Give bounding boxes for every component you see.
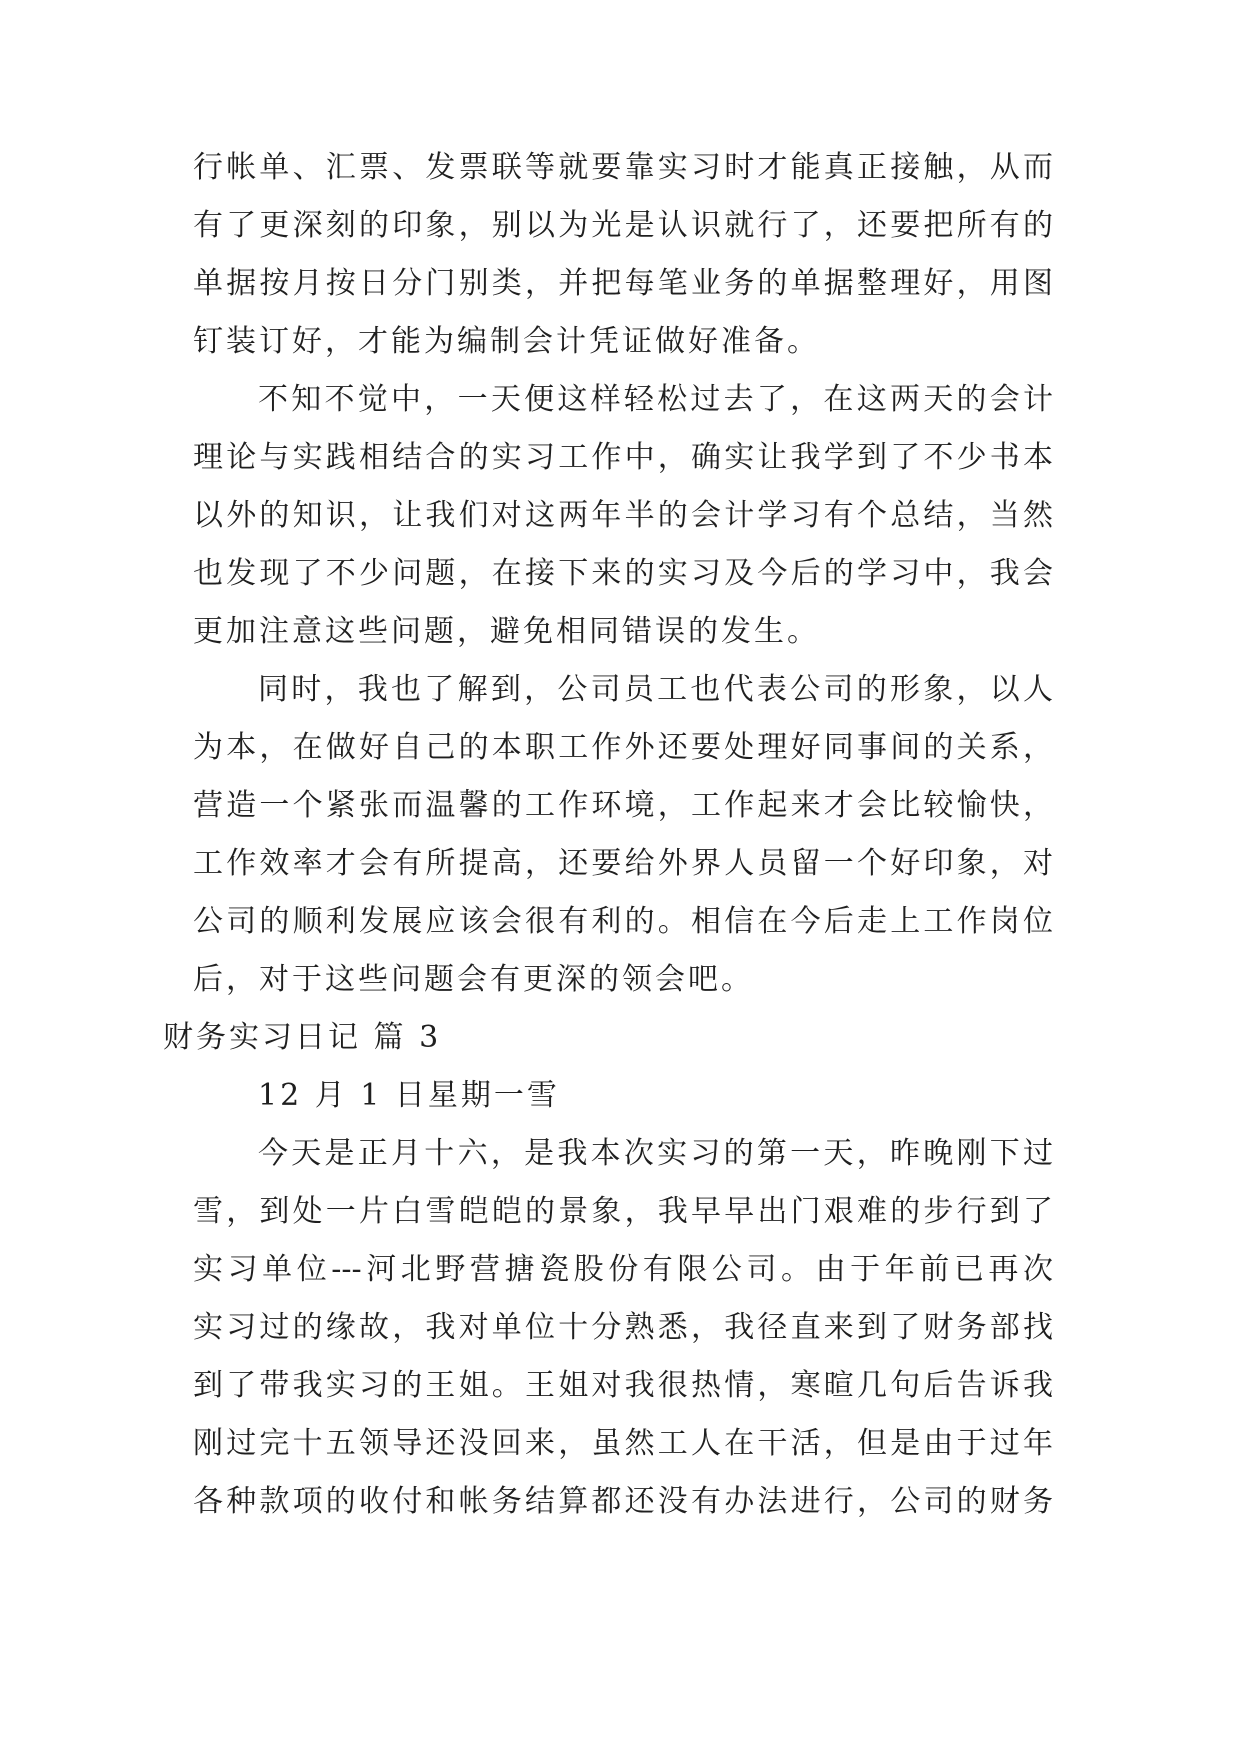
paragraph-4-line-4: 实习过的缘故，我对单位十分熟悉，我径直来到了财务部找 — [193, 1310, 1053, 1345]
section-heading: 财务实习日记 篇 3 — [163, 1020, 442, 1055]
paragraph-1-line-4: 钉装订好，才能为编制会计凭证做好准备。 — [193, 324, 820, 359]
paragraph-4-line-7: 各种款项的收付和帐务结算都还没有办法进行，公司的财务 — [193, 1484, 1053, 1519]
paragraph-4-line-2: 雪，到处一片白雪皑皑的景象，我早早出门艰难的步行到了 — [193, 1194, 1053, 1229]
paragraph-2-line-4: 也发现了不少问题，在接下来的实习及今后的学习中，我会 — [193, 556, 1053, 591]
paragraph-3-line-6: 后，对于这些问题会有更深的领会吧。 — [193, 962, 754, 997]
paragraph-3-line-5: 公司的顺利发展应该会很有利的。相信在今后走上工作岗位 — [193, 904, 1053, 939]
paragraph-2-line-3: 以外的知识，让我们对这两年半的会计学习有个总结，当然 — [193, 498, 1053, 533]
paragraph-1-line-1: 行帐单、汇票、发票联等就要靠实习时才能真正接触，从而 — [193, 150, 1053, 185]
paragraph-1-line-3: 单据按月按日分门别类，并把每笔业务的单据整理好，用图 — [193, 266, 1053, 301]
paragraph-3-line-4: 工作效率才会有所提高，还要给外界人员留一个好印象，对 — [193, 846, 1053, 881]
paragraph-3-line-2: 为本，在做好自己的本职工作外还要处理好同事间的关系， — [193, 730, 1053, 765]
paragraph-1-line-2: 有了更深刻的印象，别以为光是认识就行了，还要把所有的 — [193, 208, 1053, 243]
paragraph-3-line-1: 同时，我也了解到，公司员工也代表公司的形象，以人 — [258, 672, 1053, 707]
diary-date-line: 12 月 1 日星期一雪 — [258, 1078, 560, 1113]
paragraph-4-line-5: 到了带我实习的王姐。王姐对我很热情，寒暄几句后告诉我 — [193, 1368, 1053, 1403]
paragraph-2-line-1: 不知不觉中，一天便这样轻松过去了，在这两天的会计 — [258, 382, 1053, 417]
paragraph-2-line-2: 理论与实践相结合的实习工作中，确实让我学到了不少书本 — [193, 440, 1053, 475]
paragraph-3-line-3: 营造一个紧张而温馨的工作环境，工作起来才会比较愉快， — [193, 788, 1053, 823]
paragraph-4-line-3: 实习单位---河北野营搪瓷股份有限公司。由于年前已再次 — [193, 1252, 1053, 1287]
paragraph-2-line-5: 更加注意这些问题，避免相同错误的发生。 — [193, 614, 820, 649]
paragraph-4-line-1: 今天是正月十六，是我本次实习的第一天，昨晚刚下过 — [258, 1136, 1053, 1171]
paragraph-4-line-6: 刚过完十五领导还没回来，虽然工人在干活，但是由于过年 — [193, 1426, 1053, 1461]
